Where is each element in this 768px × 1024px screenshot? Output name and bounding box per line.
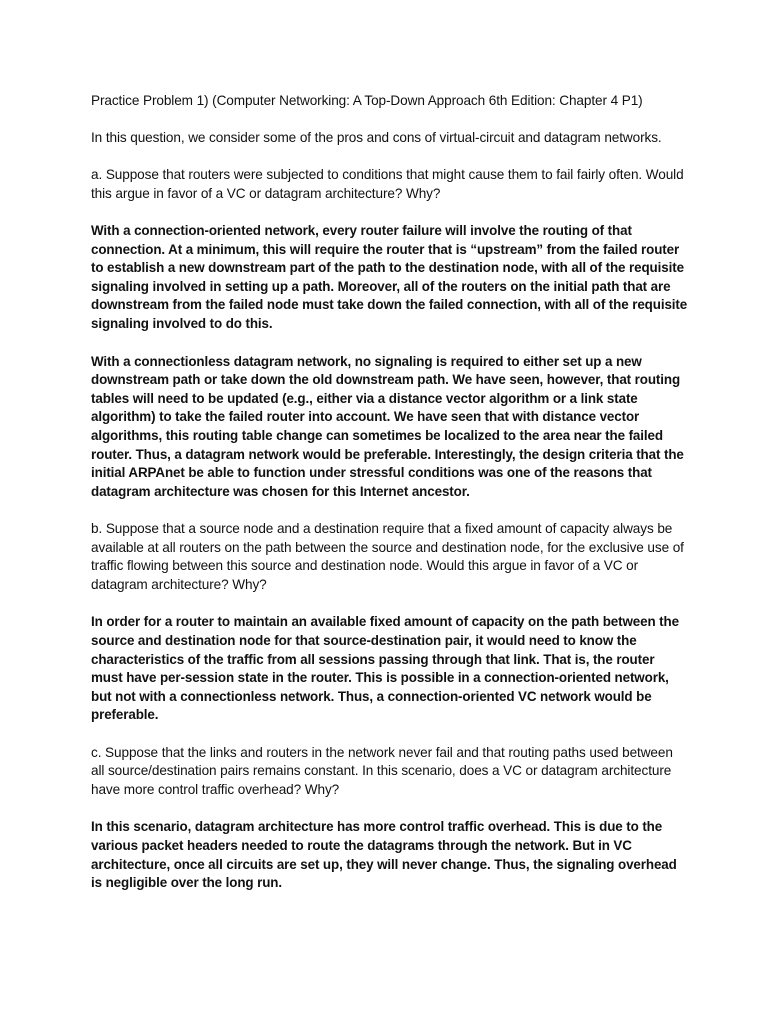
answer-b: In order for a router to maintain an available fixed amount of capacity on the path between the source and destination node for that source-destination pair, it would need to know the characteristics of the traffic from all sessions passing through that link. That is, the router must have per-session state in the router. This is possible in a connection-oriented network, but not with a connectionless network. Thus, a connection-oriented VC network would be preferable.: [91, 614, 679, 723]
intro-paragraph: In this question, we consider some of the pros and cons of virtual-circuit and datagram networks.: [91, 130, 662, 145]
document-title: Practice Problem 1) (Computer Networking: A Top-Down Approach 6th Edition: Chapter 4 P1): [91, 93, 643, 108]
answer-a-paragraph-2: With a connectionless datagram network, no signaling is required to either set up a new downstream path or take down the old downstream path. We have seen, however, that routing tables will need to be updated (e.g., either via a distance vector algorithm or a link state algorithm) to take the failed router into account. We have seen that with distance vector algorithms, this routing table change can sometimes be localized to the area near the failed router. Thus, a datagram network would be preferable. Interestingly, the design criteria that the initial ARPAnet be able to function under stressful conditions was one of the reasons that datagram architecture was chosen for this Internet ancestor.: [91, 353, 684, 499]
answer-c: In this scenario, datagram architecture has more control traffic overhead. This is due to the various packet headers needed to route the datagrams through the network. But in VC architecture, once all circuits are set up, they will never change. Thus, the signaling overhead is negligible over the long run.: [91, 819, 677, 891]
document-page: [91, 92, 689, 893]
question-b: b. Suppose that a source node and a destination require that a fixed amount of capacity always be available at all routers on the path between the source and destination node, for the exclusive use of traffic flowing between this source and destination node. Would this argue in favor of a VC or datagram architecture? Why?: [91, 521, 684, 592]
question-c: c. Suppose that the links and routers in the network never fail and that routing paths used between all source/destination pairs remains constant. In this scenario, does a VC or datagram architecture have more control traffic overhead? Why?: [91, 744, 673, 797]
question-a: a. Suppose that routers were subjected to conditions that might cause them to fail fairly often. Would this argue in favor of a VC or datagram architecture? Why?: [91, 167, 684, 201]
answer-a-paragraph-1: With a connection-oriented network, every router failure will involve the routing of that connection. At a minimum, this will require the router that is “upstream” from the failed router to establish a new downstream part of the path to the destination node, with all of the requisite signaling involved in setting up a path. Moreover, all of the routers on the initial path that are downstream from the failed node must take down the failed connection, with all of the requisite signaling involved to do this.: [91, 223, 688, 331]
